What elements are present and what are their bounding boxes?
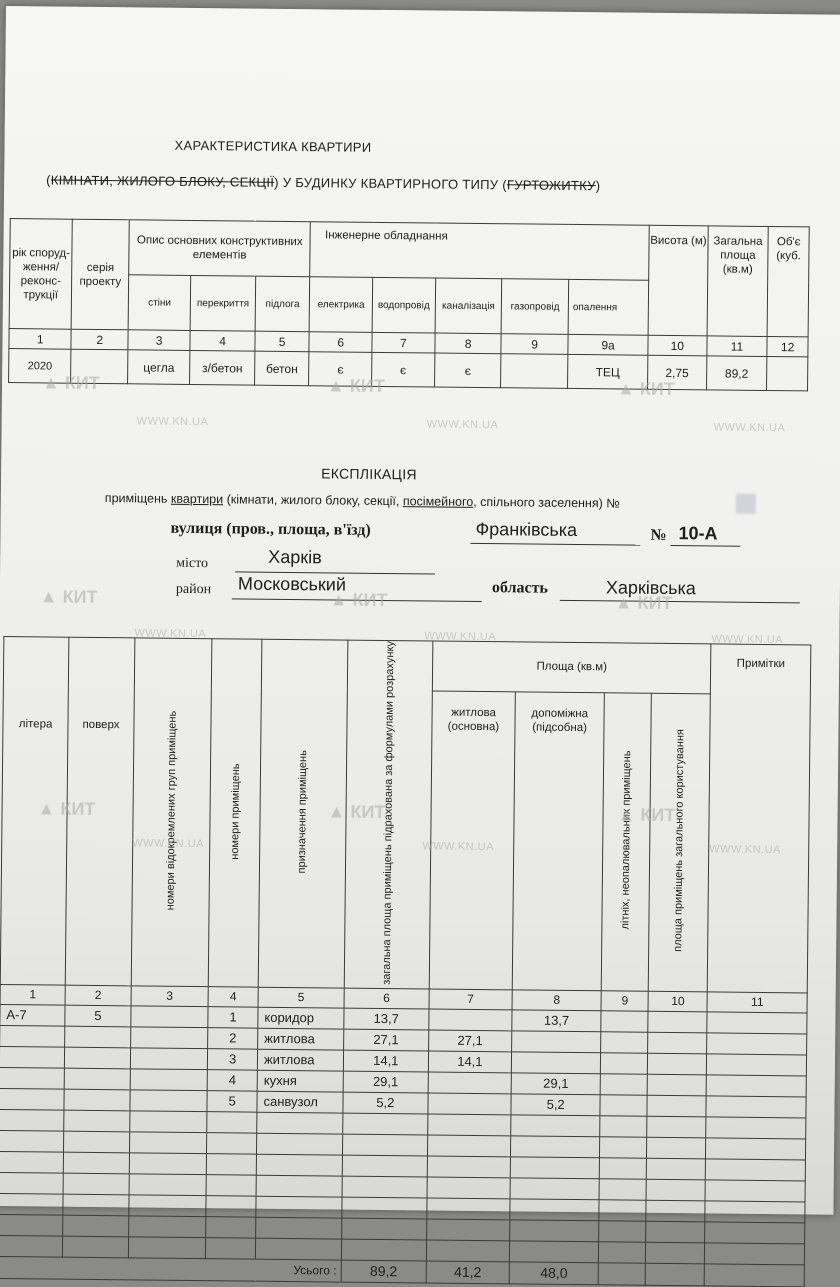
table-cell bbox=[707, 1033, 807, 1055]
num-cell: 6 bbox=[309, 332, 372, 353]
num-cell: 9а bbox=[568, 334, 648, 355]
table-cell: житлова bbox=[257, 1049, 343, 1071]
col-area-group-header: Площа (кв.м) bbox=[432, 641, 711, 694]
value-cell: є bbox=[309, 352, 372, 387]
col-groups-header: номери відокремлених груп приміщень bbox=[131, 638, 212, 986]
table-cell bbox=[342, 1197, 427, 1219]
col-total-area-header: загальна площа приміщень підрахована за формулами розрахунку bbox=[344, 640, 433, 989]
table-cell: 29,1 bbox=[343, 1071, 428, 1093]
table-cell bbox=[429, 1009, 512, 1031]
watermark-url: WWW.KN.UA bbox=[711, 633, 784, 647]
table-cell: 13,7 bbox=[344, 1008, 429, 1030]
num-cell: 1 bbox=[0, 984, 65, 1005]
table-cell bbox=[206, 1237, 256, 1259]
table-cell bbox=[599, 1241, 646, 1262]
region-value: Харківська bbox=[605, 577, 696, 599]
table-cell: 5,2 bbox=[343, 1092, 428, 1114]
subcol-heating: опалення bbox=[568, 279, 649, 335]
street-underline bbox=[470, 543, 640, 546]
col-height-header: Висота (м) bbox=[648, 225, 708, 336]
num-cell: 5 bbox=[255, 331, 310, 352]
table-cell bbox=[647, 1074, 706, 1096]
col-letter-header: літера bbox=[0, 637, 69, 985]
table-cell: 2 bbox=[208, 1027, 258, 1049]
table-cell bbox=[129, 1153, 207, 1175]
table-cell bbox=[0, 1130, 64, 1152]
table-cell bbox=[705, 1243, 805, 1265]
col-structure-header: Опис основних конструктивних елементів bbox=[129, 220, 311, 277]
table-cell bbox=[646, 1221, 705, 1243]
table-cell bbox=[255, 1238, 341, 1260]
table-cell bbox=[705, 1180, 805, 1202]
table-cell bbox=[64, 1152, 130, 1174]
table-cell bbox=[256, 1175, 342, 1197]
table-cell bbox=[511, 1136, 600, 1158]
table-cell bbox=[0, 1193, 63, 1215]
num-cell: 11 bbox=[707, 992, 807, 1013]
num-cell: 8 bbox=[435, 333, 502, 354]
table-cell: 1 bbox=[208, 1006, 258, 1028]
num-cell: 4 bbox=[208, 986, 258, 1007]
table-cell bbox=[428, 1114, 511, 1136]
table-cell bbox=[130, 1027, 208, 1049]
watermark: ▲ КИТ bbox=[39, 586, 98, 607]
watermark-url: WWW.KN.UA bbox=[426, 418, 499, 432]
table-cell bbox=[707, 1075, 807, 1097]
table-cell bbox=[206, 1216, 256, 1238]
col-purpose-header: призначення приміщень bbox=[258, 639, 347, 988]
col-common-use-header: площа приміщень загального користування bbox=[649, 693, 711, 991]
subcol-water: водопровід bbox=[372, 277, 435, 333]
table-cell bbox=[600, 1094, 647, 1115]
table-cell: 13,7 bbox=[512, 1010, 601, 1032]
table-cell bbox=[511, 1052, 600, 1074]
table-cell: 27,1 bbox=[343, 1029, 428, 1051]
table-cell bbox=[0, 1067, 65, 1089]
table-cell bbox=[427, 1135, 510, 1157]
col-area-header: Загальна площа (кв.м) bbox=[707, 226, 769, 337]
table-cell bbox=[206, 1174, 256, 1196]
table-cell bbox=[64, 1131, 130, 1153]
table-cell bbox=[256, 1217, 342, 1239]
table-cell bbox=[0, 1046, 65, 1068]
table-cell bbox=[599, 1199, 646, 1220]
table-cell bbox=[647, 1116, 706, 1138]
value-cell: ТЕЦ bbox=[567, 354, 648, 389]
watermark-url: WWW.KN.UA bbox=[709, 843, 781, 857]
table-cell bbox=[427, 1156, 510, 1178]
table-cell bbox=[130, 1048, 208, 1070]
num-cell: 9 bbox=[601, 990, 648, 1010]
subcol-flooring: підлога bbox=[255, 276, 310, 332]
table-cell bbox=[705, 1222, 805, 1244]
num-cell: 12 bbox=[767, 336, 808, 356]
table-cell: 3 bbox=[208, 1048, 258, 1070]
watermark: ▲ КИТ bbox=[614, 592, 673, 614]
district-label: район bbox=[175, 581, 212, 598]
col-room-numbers-header: номери приміщень bbox=[208, 639, 261, 987]
num-cell: 11 bbox=[706, 336, 767, 357]
characteristic-title: ХАРАКТЕРИСТИКА КВАРТИРИ bbox=[174, 137, 372, 155]
table-cell bbox=[601, 1031, 648, 1052]
table-cell bbox=[647, 1095, 706, 1117]
subcol-floors: перекриття bbox=[190, 275, 255, 331]
value-cell: з/бетон bbox=[190, 350, 255, 385]
table-cell bbox=[63, 1215, 129, 1237]
subcol-gas: газопровід bbox=[502, 279, 569, 335]
watermark: ▲ КИТ bbox=[327, 801, 386, 823]
col-notes-header: Примітки bbox=[708, 644, 811, 993]
table-cell bbox=[428, 1072, 511, 1094]
table-cell bbox=[706, 1117, 806, 1139]
table-cell bbox=[601, 1052, 648, 1073]
num-cell: 4 bbox=[190, 330, 255, 351]
table-cell bbox=[64, 1089, 130, 1111]
explication-title: ЕКСПЛІКАЦІЯ bbox=[321, 465, 417, 483]
subcol-sewer: каналізація bbox=[435, 278, 502, 334]
table-cell bbox=[600, 1073, 647, 1094]
table-cell bbox=[646, 1200, 705, 1222]
characteristic-subtitle: (КІМНАТИ, ЖИЛОГО БЛОКУ, СЕКЦІЇ) У БУДИНКУ КВАРТИРНОГО ТИПУ (ГУРТОЖИТКУ) bbox=[46, 172, 601, 194]
col-living-header: житлова (основна) bbox=[429, 691, 515, 990]
num-cell: 9 bbox=[501, 334, 568, 355]
room-rows bbox=[0, 1004, 807, 1264]
num-cell: 10 bbox=[648, 991, 707, 1012]
watermark: ▲ КИТ bbox=[616, 378, 675, 400]
table-cell bbox=[63, 1236, 129, 1258]
table-cell bbox=[64, 1110, 130, 1132]
table-cell bbox=[511, 1115, 600, 1137]
table-cell bbox=[342, 1134, 427, 1156]
table-cell bbox=[63, 1194, 129, 1216]
table-cell bbox=[63, 1173, 129, 1195]
num-cell: 3 bbox=[131, 986, 209, 1007]
table-cell bbox=[707, 1054, 807, 1076]
total-label: Усього : bbox=[0, 1256, 341, 1282]
district-value: Московський bbox=[237, 573, 347, 595]
table-cell bbox=[509, 1241, 598, 1263]
table-cell bbox=[128, 1216, 206, 1238]
table-cell bbox=[129, 1132, 207, 1154]
city-value: Харків bbox=[268, 546, 322, 568]
table-cell bbox=[512, 1031, 601, 1053]
table-cell bbox=[341, 1239, 426, 1261]
table-cell bbox=[705, 1201, 805, 1223]
value-cell: є bbox=[434, 353, 501, 388]
value-cell: бетон bbox=[254, 351, 309, 386]
table-cell: коридор bbox=[258, 1007, 344, 1029]
table-cell bbox=[426, 1240, 509, 1262]
table-cell bbox=[207, 1111, 257, 1133]
table-cell: А-7 bbox=[0, 1004, 65, 1026]
num-cell: 2 bbox=[71, 329, 128, 350]
watermark-url: WWW.KN.UA bbox=[136, 415, 209, 429]
num-cell: 7 bbox=[429, 989, 512, 1010]
table-cell: санвузол bbox=[257, 1091, 343, 1113]
table-cell bbox=[131, 1006, 209, 1028]
table-cell bbox=[706, 1159, 806, 1181]
col-auxiliary-header: допоміжна (підсобна) bbox=[512, 692, 604, 991]
table-cell bbox=[0, 1025, 65, 1047]
table-cell bbox=[510, 1178, 599, 1200]
subcol-walls: стіни bbox=[128, 275, 191, 331]
subcol-electric: електрика bbox=[310, 277, 373, 333]
watermark-url: WWW.KN.UA bbox=[424, 630, 497, 644]
table-cell bbox=[599, 1220, 646, 1241]
watermark-url: WWW.KN.UA bbox=[422, 840, 494, 854]
num-cell: 6 bbox=[344, 988, 429, 1009]
table-cell bbox=[510, 1220, 599, 1242]
table-cell bbox=[129, 1174, 207, 1196]
num-cell: 3 bbox=[128, 330, 190, 351]
empty-cell bbox=[598, 1262, 645, 1284]
table-cell bbox=[646, 1179, 705, 1201]
watermark: ▲ КИТ bbox=[617, 804, 676, 826]
table-cell bbox=[706, 1138, 806, 1160]
num-cell: 7 bbox=[372, 332, 435, 353]
watermark: ▲ КИТ bbox=[41, 372, 100, 394]
table-cell: 27,1 bbox=[428, 1030, 511, 1052]
table-cell bbox=[428, 1093, 511, 1115]
table-cell: 14,1 bbox=[428, 1051, 511, 1073]
table-cell bbox=[599, 1178, 646, 1199]
table-cell bbox=[65, 1026, 131, 1048]
table-cell bbox=[65, 1047, 131, 1069]
watermark: ▲ КИТ bbox=[326, 375, 385, 396]
table-cell bbox=[601, 1010, 648, 1031]
house-number: 10-А bbox=[678, 523, 718, 544]
table-cell bbox=[128, 1237, 206, 1259]
total-auxiliary: 48,0 bbox=[509, 1262, 598, 1285]
region-label: область bbox=[491, 579, 549, 597]
col-series-header: серія проекту bbox=[72, 219, 130, 330]
table-cell bbox=[0, 1109, 64, 1131]
table-cell bbox=[207, 1132, 257, 1154]
table-cell bbox=[427, 1177, 510, 1199]
table-cell bbox=[706, 1096, 806, 1118]
table-cell bbox=[207, 1153, 257, 1175]
table-cell: 14,1 bbox=[343, 1050, 428, 1072]
table-cell bbox=[0, 1235, 63, 1257]
table-cell bbox=[257, 1112, 343, 1134]
table-cell: 5 bbox=[207, 1090, 257, 1112]
col-unheated-header: літніх, неопалювальних приміщень bbox=[601, 693, 651, 991]
col-year-header: рік споруд-ження/ реконс-трукції bbox=[9, 219, 73, 330]
city-label: місто bbox=[176, 555, 209, 572]
table-cell bbox=[130, 1069, 208, 1091]
table-cell bbox=[427, 1198, 510, 1220]
empty-cell bbox=[705, 1264, 805, 1287]
watermark-url: WWW.KN.UA bbox=[713, 421, 786, 435]
table-cell: 5,2 bbox=[511, 1094, 600, 1116]
table-cell bbox=[599, 1157, 646, 1178]
region-underline bbox=[560, 600, 800, 604]
number-underline bbox=[670, 545, 740, 547]
table-cell bbox=[256, 1154, 342, 1176]
explication-subtitle: приміщень квартири (кімнати, жилого блоку, секції, посімейного, спільного заселення) № bbox=[104, 491, 620, 511]
value-cell bbox=[767, 356, 808, 390]
num-cell: 8 bbox=[512, 990, 601, 1011]
table-cell bbox=[707, 1012, 807, 1034]
characteristic-table bbox=[8, 218, 810, 391]
table-cell bbox=[0, 1151, 64, 1173]
table-cell bbox=[342, 1176, 427, 1198]
table-cell bbox=[257, 1133, 343, 1155]
value-cell: є bbox=[372, 352, 435, 387]
value-cell: 89,2 bbox=[706, 356, 767, 391]
value-cell: 2020 bbox=[9, 349, 72, 384]
number-label: № bbox=[650, 526, 667, 544]
table-cell bbox=[256, 1196, 342, 1218]
col-engineering-header: Інженерне обладнання bbox=[310, 222, 649, 281]
table-cell bbox=[510, 1157, 599, 1179]
table-cell: 4 bbox=[207, 1069, 257, 1091]
table-cell: житлова bbox=[258, 1028, 344, 1050]
table-cell bbox=[647, 1158, 706, 1180]
table-cell bbox=[646, 1242, 705, 1264]
num-cell: 5 bbox=[258, 987, 344, 1008]
table-cell bbox=[600, 1136, 647, 1157]
total-area: 89,2 bbox=[341, 1260, 426, 1283]
explication-table bbox=[0, 636, 811, 1287]
table-cell bbox=[426, 1219, 509, 1241]
watermark: ▲ КИТ bbox=[37, 798, 96, 819]
table-cell bbox=[64, 1068, 130, 1090]
t1-value-row bbox=[9, 349, 808, 391]
table-cell bbox=[206, 1195, 256, 1217]
table-cell bbox=[130, 1090, 208, 1112]
table-cell bbox=[0, 1214, 63, 1236]
num-cell: 10 bbox=[648, 335, 707, 356]
value-cell: цегла bbox=[128, 350, 191, 385]
table-cell bbox=[129, 1195, 207, 1217]
value-cell: 2,75 bbox=[648, 355, 707, 390]
table-cell bbox=[342, 1155, 427, 1177]
table-cell bbox=[648, 1011, 707, 1033]
watermark-url: WWW.KN.UA bbox=[134, 627, 207, 641]
table-cell bbox=[648, 1032, 707, 1054]
value-cell bbox=[501, 354, 568, 389]
empty-cell bbox=[645, 1263, 704, 1286]
document-page bbox=[0, 6, 840, 1282]
table-cell: 5 bbox=[65, 1005, 131, 1027]
table-cell bbox=[0, 1088, 64, 1110]
num-cell: 1 bbox=[9, 329, 72, 350]
table-cell bbox=[647, 1137, 706, 1159]
num-cell: 2 bbox=[65, 985, 131, 1006]
table-cell bbox=[130, 1111, 208, 1133]
table-cell: кухня bbox=[257, 1070, 343, 1092]
col-floor-header: поверх bbox=[66, 637, 135, 985]
table-cell bbox=[600, 1115, 647, 1136]
table-cell: 29,1 bbox=[511, 1073, 600, 1095]
street-value: Франківська bbox=[475, 518, 578, 541]
total-living: 41,2 bbox=[426, 1261, 509, 1284]
redacted-number bbox=[736, 494, 756, 514]
watermark-url: WWW.KN.UA bbox=[132, 837, 205, 851]
table-cell bbox=[648, 1053, 707, 1075]
table-cell bbox=[343, 1113, 428, 1135]
table-cell bbox=[341, 1218, 426, 1240]
col-volume-header: Об'є (куб. bbox=[767, 226, 809, 336]
table-cell bbox=[0, 1172, 64, 1194]
watermark: ▲ КИТ bbox=[329, 589, 388, 611]
street-label: вулиця (пров., площа, в'їзд) bbox=[170, 519, 371, 539]
